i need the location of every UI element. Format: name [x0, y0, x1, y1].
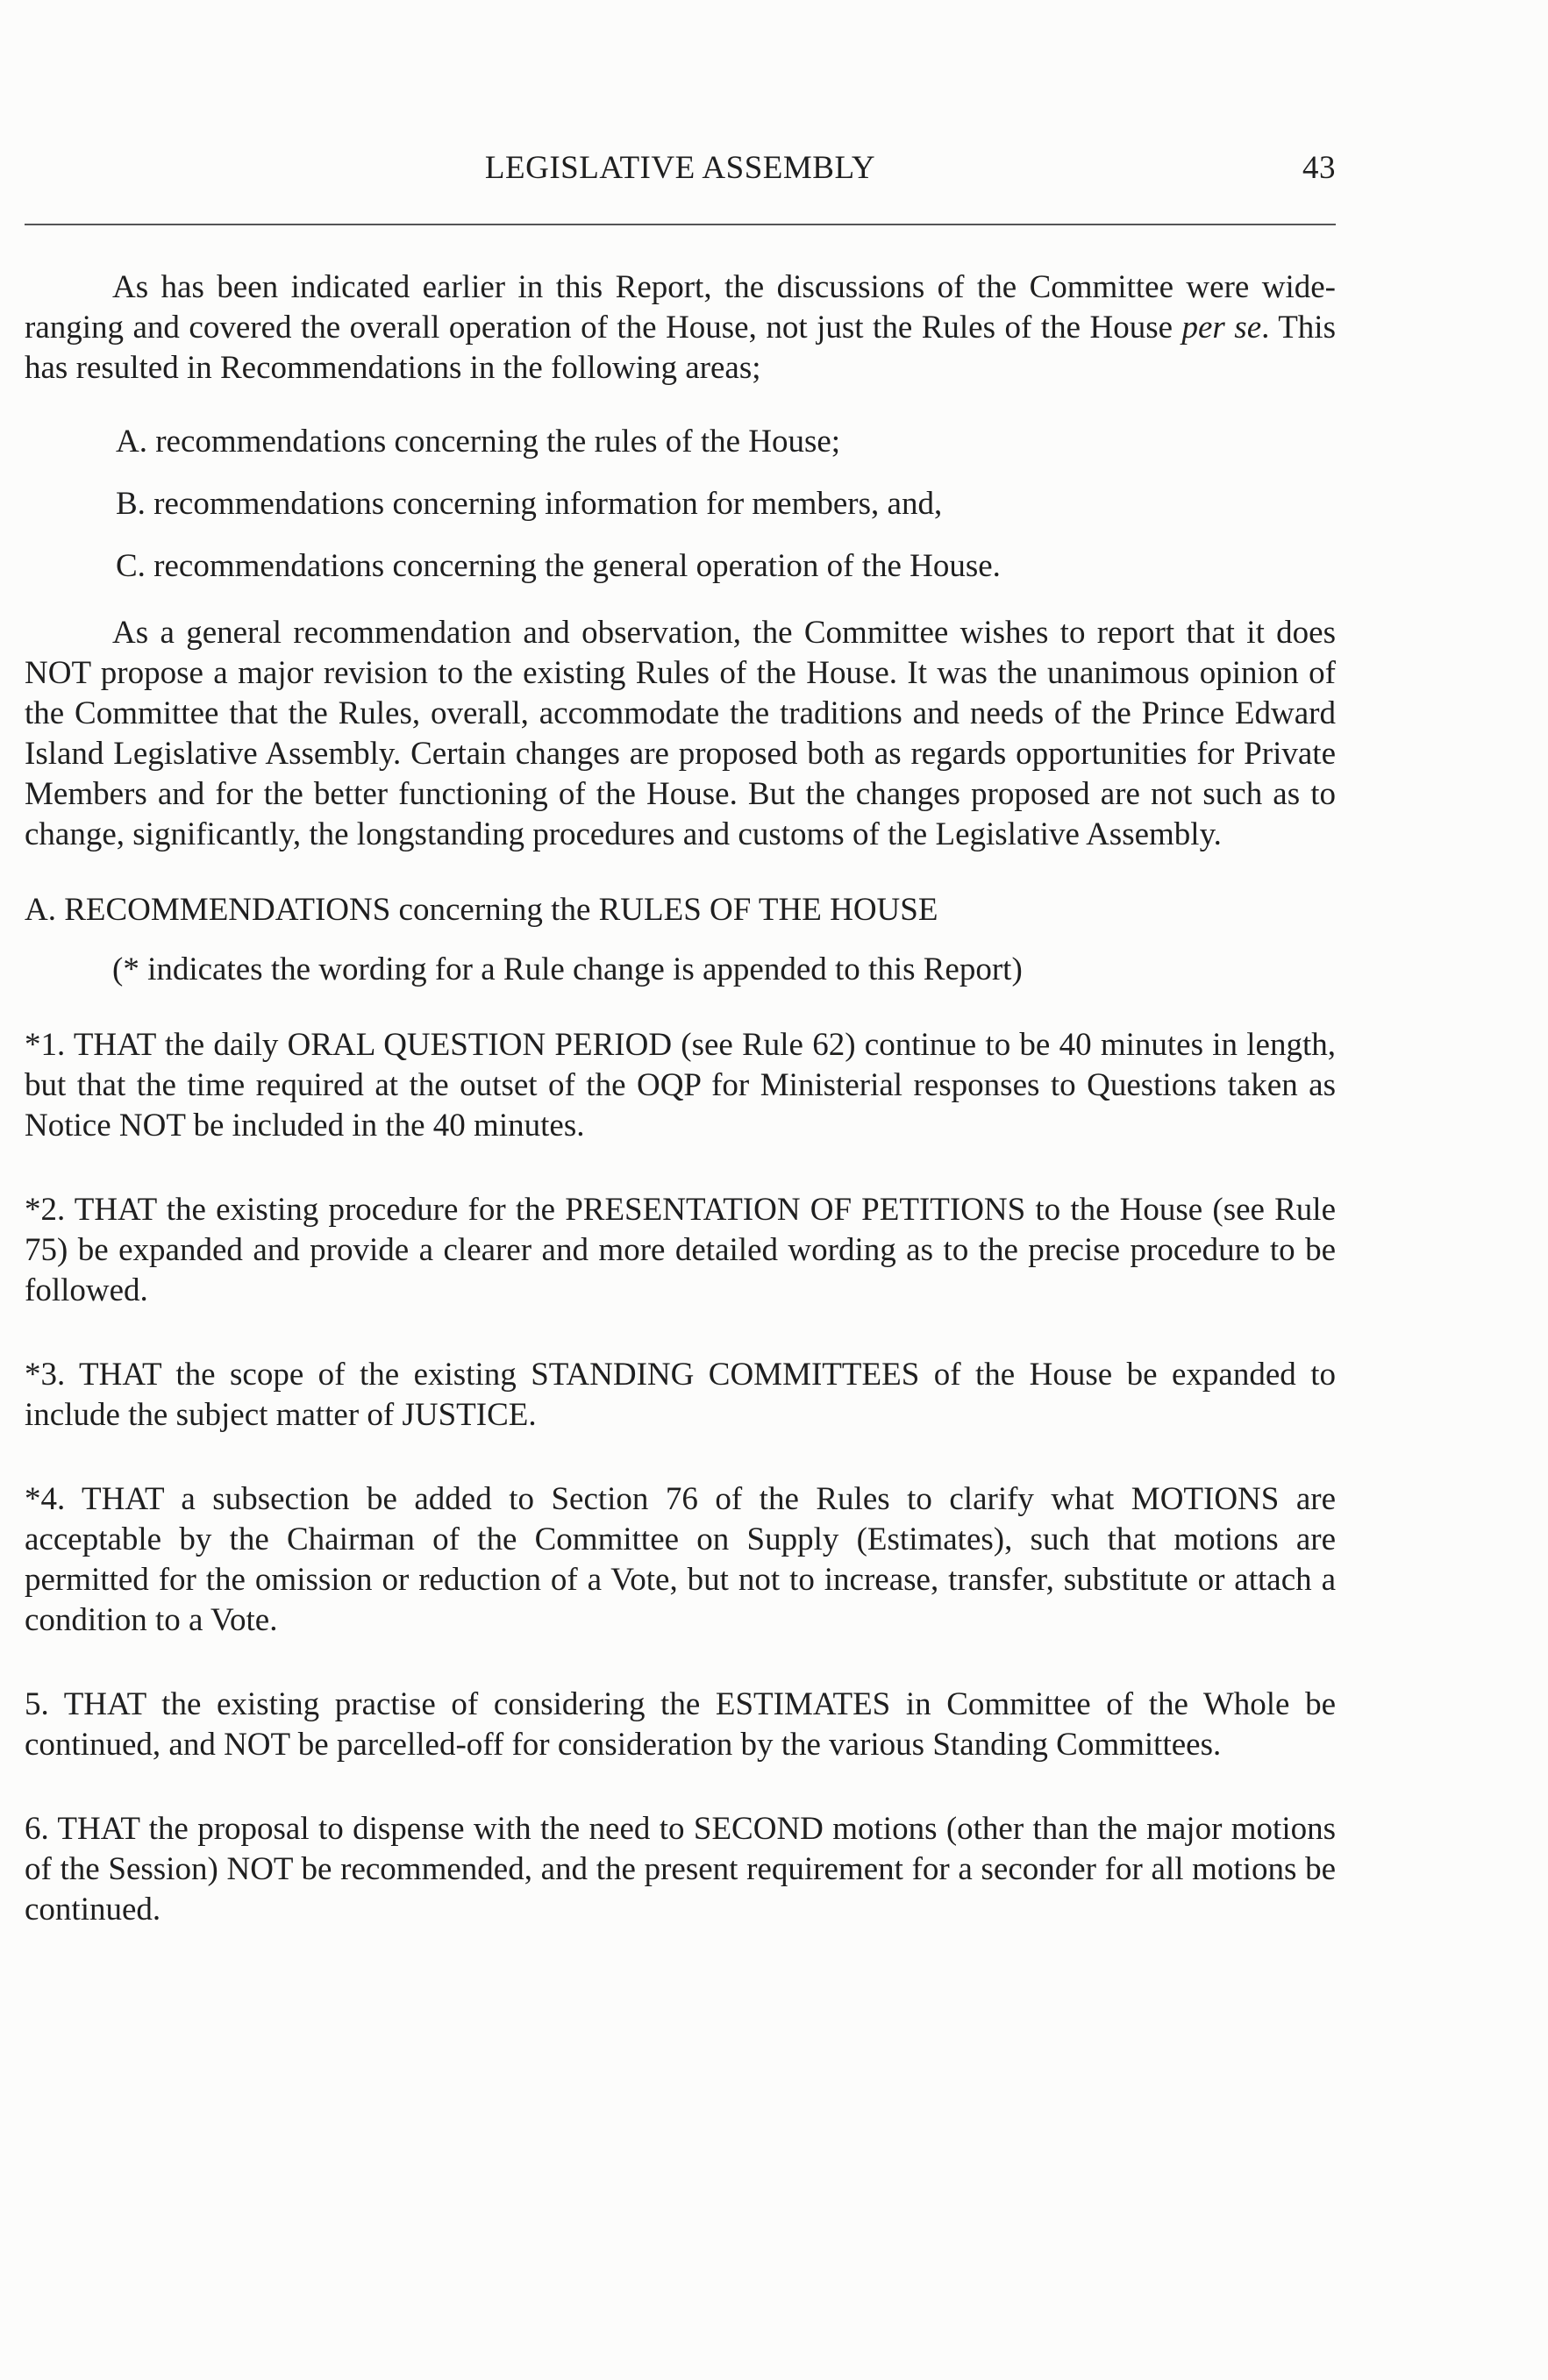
recommendation-2: *2. THAT the existing procedure for the PRESENTATION OF PETITIONS to the House (see Rule 75) be expanded and provide a clearer and more detailed wording as to the precise procedure to be followed.	[25, 1192, 1336, 1308]
section-a-heading: A. RECOMMENDATIONS concerning the RULES OF THE HOUSE	[25, 892, 938, 928]
intro-text-start: As has been indicated earlier in this Report, the discussions of the Committee were wide-ranging and covered the overall operation of the House, not just the Rules of the House	[25, 269, 1336, 346]
recommendation-5: 5. THAT the existing practise of considering the ESTIMATES in Committee of the Whole be continued, and NOT be parcelled-off for consideration by the various Standing Committees.	[25, 1686, 1336, 1763]
rule-change-note: (* indicates the wording for a Rule change is appended to this Report)	[112, 951, 1023, 987]
intro-paragraph	[25, 267, 1336, 388]
recommendation-6: 6. THAT the proposal to dispense with the need to SECOND motions (other than the major motions of the Session) NOT be recommended, and the present requirement for a seconder for all motions be continued.	[25, 1811, 1336, 1928]
intro-italic-term: per se	[1181, 310, 1262, 346]
recommendation-3: *3. THAT the scope of the existing STANDING COMMITTEES of the House be expanded to include the subject matter of JUSTICE.	[25, 1357, 1336, 1433]
area-item-b: B. recommendations concerning information for members, and,	[116, 486, 943, 522]
running-title: LEGISLATIVE ASSEMBLY	[484, 150, 876, 186]
running-header	[25, 149, 1336, 193]
intro-text-end: . This has resulted in Recommendations in the following areas;	[25, 310, 1336, 386]
header-rule	[25, 224, 1336, 225]
report-body	[25, 267, 1336, 1930]
areas-list	[25, 422, 1336, 587]
recommendation-1: *1. THAT the daily ORAL QUESTION PERIOD (see Rule 62) continue to be 40 minutes in length, but that the time required at the outset of the OQP for Ministerial responses to Questions taken as Notice NOT be included in the 40 minutes.	[25, 1027, 1336, 1144]
general-recommendation-paragraph: As a general recommendation and observation, the Committee wishes to report that it does NOT propose a major revision to the existing Rules of the House. It was the unanimous opinion of the Committee that the Rules, overall, accommodate the traditions and needs of the Prince Edward Island Legislative Assembly. Certain changes are proposed both as regards opportunities for Private Members and for the better functioning of the House. But the changes proposed are not such as to change, significantly, the longstanding procedures and customs of the Legislative Assembly.	[25, 615, 1336, 852]
area-item-c: C. recommendations concerning the general operation of the House.	[116, 548, 1001, 584]
recommendation-4: *4. THAT a subsection be added to Section 76 of the Rules to clarify what MOTIONS are acceptable by the Chairman of the Committee on Supply (Estimates), such that motions are permitted for the omission or reduction of a Vote, but not to increase, transfer, substitute or attach a condition to a Vote.	[25, 1481, 1336, 1638]
area-item-a: A. recommendations concerning the rules of the House;	[116, 424, 841, 460]
page-number: 43	[1302, 150, 1336, 186]
